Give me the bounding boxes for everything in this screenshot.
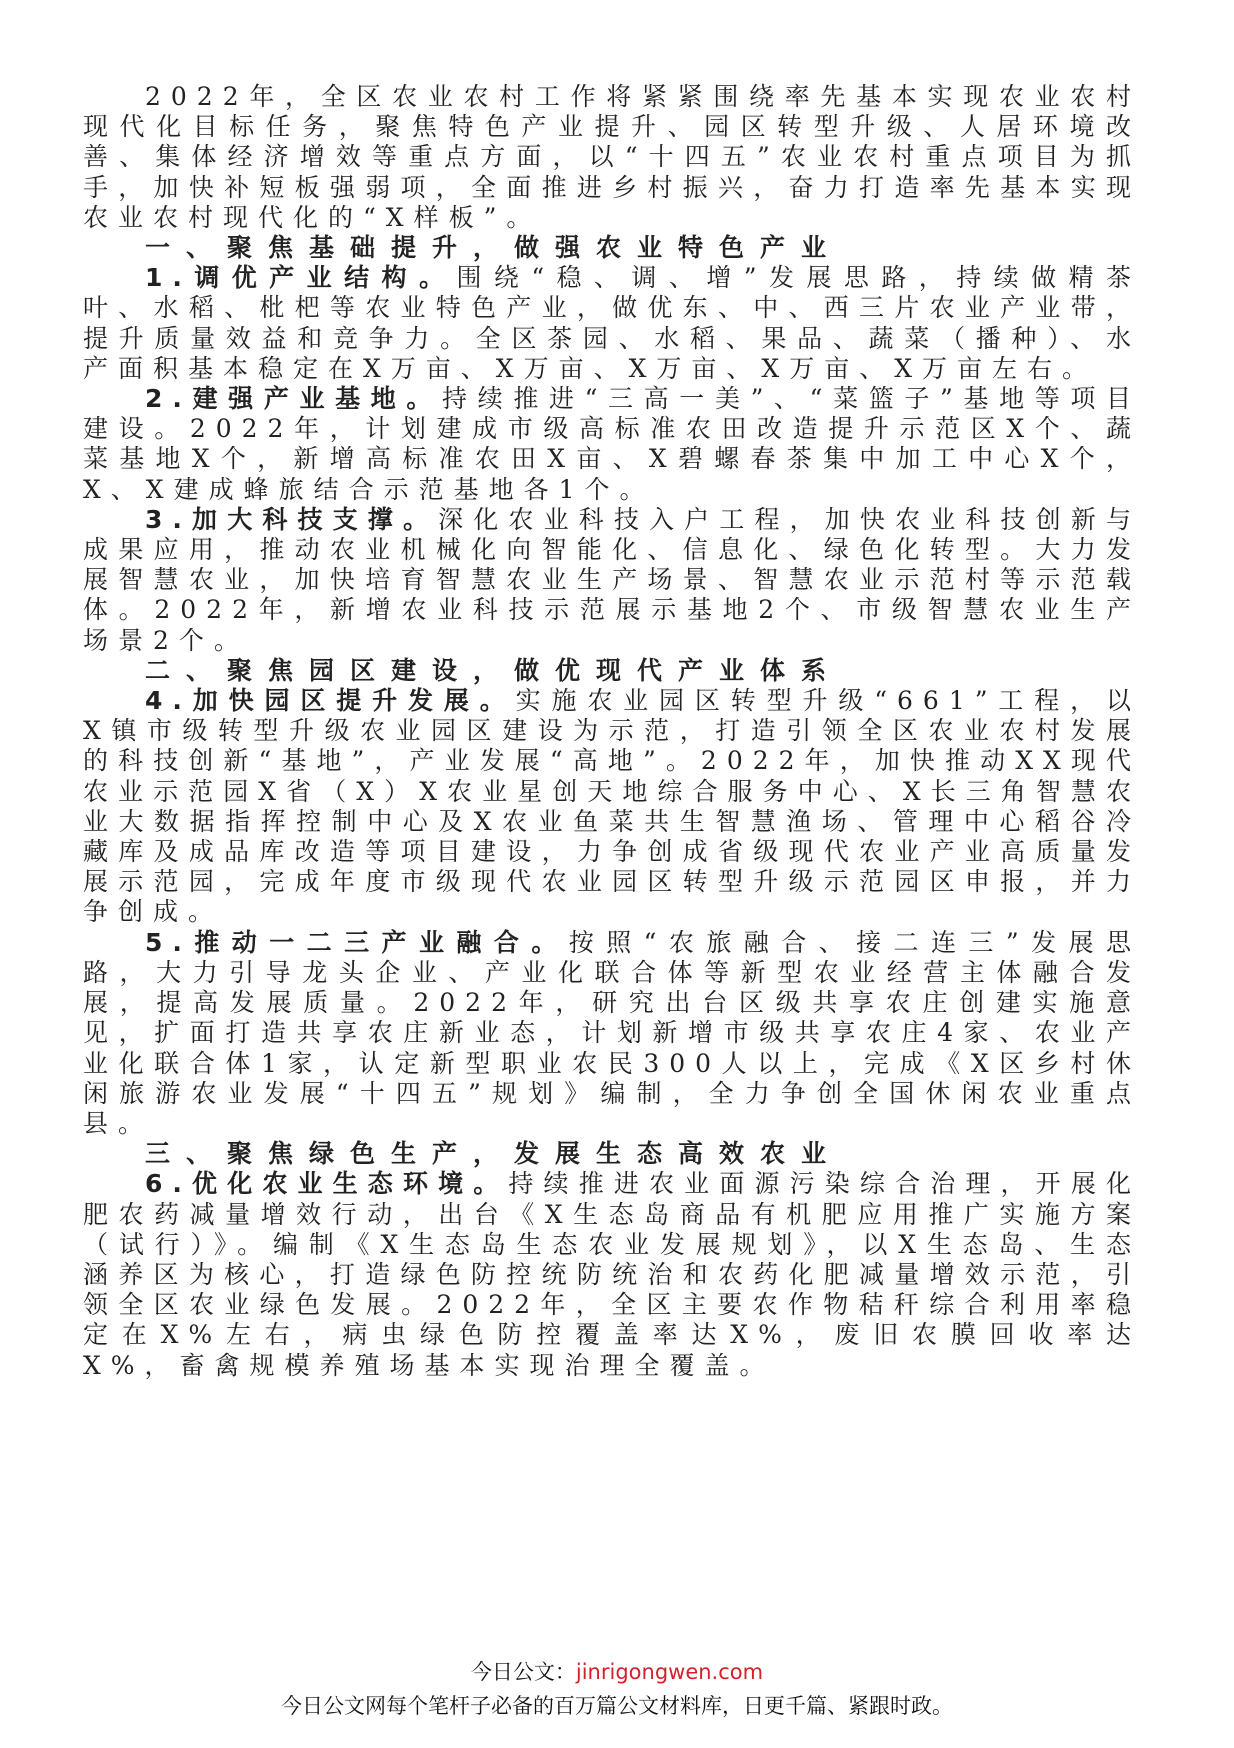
section-heading-2: 二、聚焦园区建设，做优现代产业体系 [145, 655, 843, 685]
document-body [83, 82, 1141, 1381]
item-2 [83, 384, 1141, 505]
item-title: 2.建强产业基地。 [145, 384, 443, 414]
item-title: 6.优化农业生态环境。 [145, 1169, 509, 1199]
footer-site-label: 今日公文： [470, 1660, 576, 1684]
item-title: 1.调优产业结构。 [145, 263, 457, 293]
item-body: 持续推进农业面源污染综合治理，开展化肥农药减量增效行动，出台《X生态岛商品有机肥应用推广实施方案（试行）》。编制《X生态岛生态农业发展规划》，以X生态岛、生态涵养区为核心，打造绿色防控统防统治和农药化肥减量增效示范，引领全区农业绿色发展。2022年，全区主要农作物秸秆综合利用率稳定在X%左右，病虫绿色防控覆盖率达X%，废旧农膜回收率达X%，畜禽规模养殖场基本实现治理全覆盖。 [83, 1169, 1141, 1380]
item-title: 3.加大科技支撑。 [145, 504, 439, 534]
item-title: 4.加快园区提升发展。 [145, 686, 516, 716]
item-5 [83, 928, 1141, 1139]
item-body: 实施农业园区转型升级“661”工程，以X镇市级转型升级农业园区建设为示范，打造引领全区农业农村发展的科技创新“基地”，产业发展“高地”。2022年，加快推动XX现代农业示范园X省（X）X农业星创天地综合服务中心、X长三角智慧农业大数据指挥控制中心及X农业鱼菜共生智慧渔场、管理中心稻谷冷藏库及成品库改造等项目建设，力争创成省级现代农业产业高质量发展示范园，完成年度市级现代农业园区转型升级示范园区申报，并力争创成。 [83, 686, 1141, 927]
item-4 [83, 686, 1141, 928]
footer-site-line [0, 1656, 1234, 1686]
item-title: 5.推动一二三产业融合。 [145, 927, 569, 957]
item-1 [83, 263, 1141, 384]
section-heading-3: 三、聚焦绿色生产，发展生态高效农业 [145, 1139, 843, 1169]
footer-slogan: 今日公文网每个笔杆子必备的百万篇公文材料库，日更千篇、紧跟时政。 [281, 1694, 953, 1718]
item-3 [83, 505, 1141, 656]
footer-site-link[interactable]: jinrigongwen.com [575, 1660, 764, 1684]
item-body: 围绕“稳、调、增”发展思路，持续做精茶叶、水稻、枇杷等农业特色产业，做优东、中、西三片农业产业带，提升质量效益和竞争力。全区茶园、水稻、果品、蔬菜（播种）、水产面积基本稳定在X万亩、X万亩、X万亩、X万亩、X万亩左右。 [83, 263, 1141, 383]
section-heading-1: 一、聚焦基础提升，做强农业特色产业 [145, 233, 843, 263]
item-6 [83, 1169, 1141, 1380]
item-body: 持续推进“三高一美”、“菜篮子”基地等项目建设。2022年，计划建成市级高标准农田改造提升示范区X个、蔬菜基地X个，新增高标准农田X亩、X碧螺春茶集中加工中心X个，X、X建成蜂旅结合示范基地各1个。 [83, 384, 1141, 504]
intro-paragraph: 2022年，全区农业农村工作将紧紧围绕率先基本实现农业农村现代化目标任务，聚焦特色产业提升、园区转型升级、人居环境改善、集体经济增效等重点方面，以“十四五”农业农村重点项目为抓手，加快补短板强弱项，全面推进乡村振兴，奋力打造率先基本实现农业农村现代化的“X样板”。 [83, 82, 1141, 232]
item-body: 按照“农旅融合、接二连三”发展思路，大力引导龙头企业、产业化联合体等新型农业经营主体融合发展，提高发展质量。2022年，研究出台区级共享农庄创建实施意见，扩面打造共享农庄新业态，计划新增市级共享农庄4家、农业产业化联合体1家，认定新型职业农民300人以上，完成《X区乡村休闲旅游农业发展“十四五”规划》编制，全力争创全国休闲农业重点县。 [83, 927, 1141, 1138]
item-body: 深化农业科技入户工程，加快农业科技创新与成果应用，推动农业机械化向智能化、信息化、绿色化转型。大力发展智慧农业，加快培育智慧农业生产场景、智慧农业示范村等示范载体。2022年，新增农业科技示范展示基地2个、市级智慧农业生产场景2个。 [83, 504, 1141, 655]
